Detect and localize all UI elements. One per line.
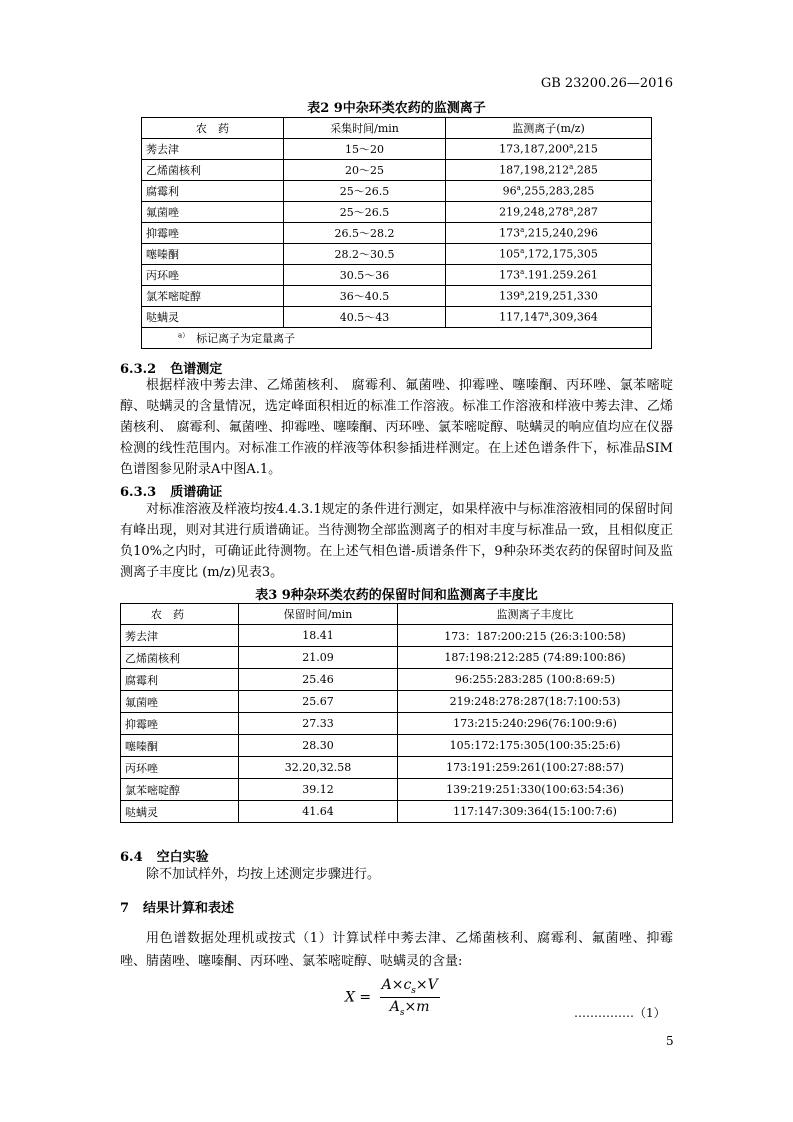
ions-after: ,215,240,296 xyxy=(524,226,598,240)
table3-header-time: 保留时间/min xyxy=(239,604,398,625)
table3-ratio: 219:248:278:287(18:7:100:53) xyxy=(398,691,673,713)
ions-after: ,255,283,285 xyxy=(520,184,595,198)
section-number: 6.4 xyxy=(120,850,143,865)
table2-ions xyxy=(446,139,652,160)
ions-after: ,215 xyxy=(573,142,598,156)
table3-time: 28.30 xyxy=(239,735,398,757)
table2-pesticide: 莠去津 xyxy=(142,139,284,160)
table2-note: 标记离子为定量离子 xyxy=(196,332,296,345)
ions-before: 139 xyxy=(499,289,521,303)
table2-header-pesticide: 农 药 xyxy=(142,118,284,139)
table2-pesticide: 丙环唑 xyxy=(142,265,284,286)
table3-time: 21.09 xyxy=(239,647,398,669)
table2-pesticide: 腐霉利 xyxy=(142,181,284,202)
table2-note-mark: a） xyxy=(178,331,190,340)
numerator-text: A×c xyxy=(381,977,412,993)
table3-time: 27.33 xyxy=(239,713,398,735)
ions-after: ,172,175,305 xyxy=(524,247,598,261)
section-title: 结果计算和表述 xyxy=(143,901,235,916)
ions-before: 96 xyxy=(502,184,517,198)
section-64-paragraph: 除不加试样外，均按上述测定步骤进行。 xyxy=(146,867,381,882)
denominator-sub: s xyxy=(399,1007,405,1018)
section-64-heading xyxy=(120,846,223,865)
table2-row xyxy=(142,160,652,181)
table3-ratio: 105:172:175:305(100:35:25:6) xyxy=(398,735,673,757)
quant-mark: a xyxy=(520,247,525,256)
table2-time: 15～20 xyxy=(284,139,446,160)
table2-time: 36～40.5 xyxy=(284,286,446,307)
section-number: 7 xyxy=(120,901,130,916)
section-7-heading xyxy=(120,897,248,916)
table3-ratio: 187:198:212:285 (74:89:100:86) xyxy=(398,647,673,669)
table2-row xyxy=(142,265,652,286)
table3-ratio: 139:219:251:330(100:63:54:36) xyxy=(398,779,673,801)
table3-row xyxy=(121,779,673,801)
table2-ions xyxy=(446,307,652,328)
table3-header-ratio: 监测离子丰度比 xyxy=(398,604,673,625)
quant-mark: a xyxy=(569,163,574,172)
section-632-paragraph: 根据样液中莠去津、乙烯菌核利、 腐霉利、氟菌唑、抑霉唑、噻嗪酮、丙环唑、氯苯嘧啶醇、哒螨灵的含量情况，选定峰面积相近的标准工作溶液。标准工作溶液和样液中莠去津、乙烯菌核利、 腐霉利、氟菌唑、抑霉唑、噻嗪酮、丙环唑、氯苯嘧啶醇、哒螨灵的响应值均应在仪器检测的线性范围内。对标准工作液的样液等体积参插进样测定。在上述色谱条件下，标准品SIM色谱图参见附录A中图A.1。 xyxy=(120,378,673,477)
formula-denominator xyxy=(380,998,440,1018)
ions-after: .191.259.261 xyxy=(524,268,598,282)
table3-row xyxy=(121,691,673,713)
table3-time: 25.67 xyxy=(239,691,398,713)
table3-time: 41.64 xyxy=(239,801,398,823)
table3-header-row xyxy=(121,604,673,625)
table3-time: 18.41 xyxy=(239,625,398,647)
ions-before: 173 xyxy=(499,226,521,240)
table3-pesticide: 腐霉利 xyxy=(121,669,239,691)
table2-pesticide: 氟菌唑 xyxy=(142,202,284,223)
table3-ratio: 96:255:283:285 (100:8:69:5) xyxy=(398,669,673,691)
table2-header-row xyxy=(142,118,652,139)
standard-number: GB 23200.26—2016 xyxy=(540,76,673,91)
quant-mark: a xyxy=(569,205,574,214)
ions-before: 173 xyxy=(499,268,521,282)
section-number: 6.3.3 xyxy=(120,485,157,500)
table2-time: 30.5～36 xyxy=(284,265,446,286)
table2-pesticide: 哒螨灵 xyxy=(142,307,284,328)
table2-ions xyxy=(446,202,652,223)
table2-pesticide: 乙烯菌核利 xyxy=(142,160,284,181)
formula-fraction xyxy=(380,977,440,1018)
table2-time: 20～25 xyxy=(284,160,446,181)
table3-pesticide: 抑霉唑 xyxy=(121,713,239,735)
table2-time: 25～26.5 xyxy=(284,202,446,223)
table2-time: 28.2～30.5 xyxy=(284,244,446,265)
table3-pesticide: 氯苯嘧啶醇 xyxy=(121,779,239,801)
table3-ratio: 173:191:259:261(100:27:88:57) xyxy=(398,757,673,779)
section-7-paragraph: 用色谱数据处理机或按式（1）计算试样中莠去津、乙烯菌核利、腐霉利、氟菌唑、抑霉唑、腈菌唑、噻嗪酮、丙环唑、氯苯嘧啶醇、哒螨灵的含量: xyxy=(120,931,673,969)
table3-row xyxy=(121,625,673,647)
ions-before: 187,198,212 xyxy=(499,163,570,177)
table2-pesticide: 抑霉唑 xyxy=(142,223,284,244)
table3-ratio: 173：187:200:215 (26:3:100:58) xyxy=(398,625,673,647)
denominator-text: A xyxy=(389,998,400,1015)
section-633-heading xyxy=(120,481,236,500)
table3 xyxy=(120,603,673,823)
table2-row xyxy=(142,181,652,202)
table2-ions xyxy=(446,181,652,202)
ions-before: 219,248,278 xyxy=(499,205,570,219)
ions-before: 173,187,200 xyxy=(499,142,570,156)
table2-row xyxy=(142,286,652,307)
table2-row xyxy=(142,307,652,328)
table2-caption: 表2 9中杂环类农药的监测离子 xyxy=(307,101,486,116)
equation-number: ……………（1） xyxy=(574,1006,666,1020)
table2-time: 40.5～43 xyxy=(284,307,446,328)
ions-after: ,309,364 xyxy=(548,310,598,324)
quant-mark: a xyxy=(569,142,574,151)
table3-caption: 表3 9种杂环类农药的保留时间和监测离子丰度比 xyxy=(255,588,538,603)
ions-after: ,287 xyxy=(573,205,598,219)
table2-ions xyxy=(446,244,652,265)
ions-after: ,219,251,330 xyxy=(524,289,598,303)
table3-pesticide: 氟菌唑 xyxy=(121,691,239,713)
table2-time: 26.5～28.2 xyxy=(284,223,446,244)
table2-pesticide: 噻嗪酮 xyxy=(142,244,284,265)
quant-mark: a xyxy=(520,226,525,235)
table3-pesticide: 乙烯菌核利 xyxy=(121,647,239,669)
table2-row xyxy=(142,139,652,160)
table2-ions xyxy=(446,286,652,307)
quant-mark: a xyxy=(520,268,525,277)
table3-pesticide: 哒螨灵 xyxy=(121,801,239,823)
table3-row xyxy=(121,647,673,669)
quant-mark: a xyxy=(516,184,521,193)
numerator-sub: s xyxy=(411,985,416,996)
table2 xyxy=(141,117,652,349)
section-633-paragraph: 对标准溶液及样液均按4.4.3.1规定的条件进行测定，如果样液中与标准溶液相同的保留时间有峰出现，则对其进行质谱确证。当待测物全部监测离子的相对丰度与标准品一致，且相似度正负10%之内时，可确证此待测物。在上述气相色谱-质谱条件下，9种杂环类农药的保留时间及监测离子丰度比 (m/z)见表3。 xyxy=(120,502,673,580)
page-number: 5 xyxy=(666,1034,674,1048)
table3-row xyxy=(121,669,673,691)
table2-pesticide: 氯苯嘧啶醇 xyxy=(142,286,284,307)
table3-row xyxy=(121,801,673,823)
section-number: 6.3.2 xyxy=(120,362,157,377)
table2-note-row xyxy=(142,328,652,349)
table2-header-ions: 监测离子(m/z) xyxy=(446,118,652,139)
table3-pesticide: 莠去津 xyxy=(121,625,239,647)
table3-time: 32.20,32.58 xyxy=(239,757,398,779)
ions-before: 105 xyxy=(499,247,521,261)
table2-row xyxy=(142,202,652,223)
table3-pesticide: 噻嗪酮 xyxy=(121,735,239,757)
table3-row xyxy=(121,713,673,735)
quant-mark: a xyxy=(520,289,525,298)
section-title: 色谱测定 xyxy=(170,362,223,377)
table2-header-time: 采集时间/min xyxy=(284,118,446,139)
ions-after: ,285 xyxy=(573,163,598,177)
table3-header-pesticide: 农 药 xyxy=(121,604,239,625)
table2-row xyxy=(142,223,652,244)
table3-row xyxy=(121,757,673,779)
table2-time: 25～26.5 xyxy=(284,181,446,202)
quant-mark: a xyxy=(544,310,549,319)
section-title: 空白实验 xyxy=(156,850,209,865)
section-title: 质谱确证 xyxy=(170,485,223,500)
denominator-tail: ×m xyxy=(404,998,430,1015)
table2-row xyxy=(142,244,652,265)
table3-time: 25.46 xyxy=(239,669,398,691)
table3-time: 39.12 xyxy=(239,779,398,801)
table2-ions xyxy=(446,223,652,244)
numerator-tail: ×V xyxy=(415,977,438,993)
formula-1 xyxy=(345,977,440,1018)
ions-before: 117,147 xyxy=(499,310,545,324)
table3-row xyxy=(121,735,673,757)
table3-ratio: 117:147:309:364(15:100:7:6) xyxy=(398,801,673,823)
table2-ions xyxy=(446,160,652,181)
table2-ions xyxy=(446,265,652,286)
table3-ratio: 173:215:240:296(76:100:9:6) xyxy=(398,713,673,735)
formula-lhs: X = xyxy=(345,989,372,1006)
formula-numerator xyxy=(380,977,440,998)
table3-pesticide: 丙环唑 xyxy=(121,757,239,779)
